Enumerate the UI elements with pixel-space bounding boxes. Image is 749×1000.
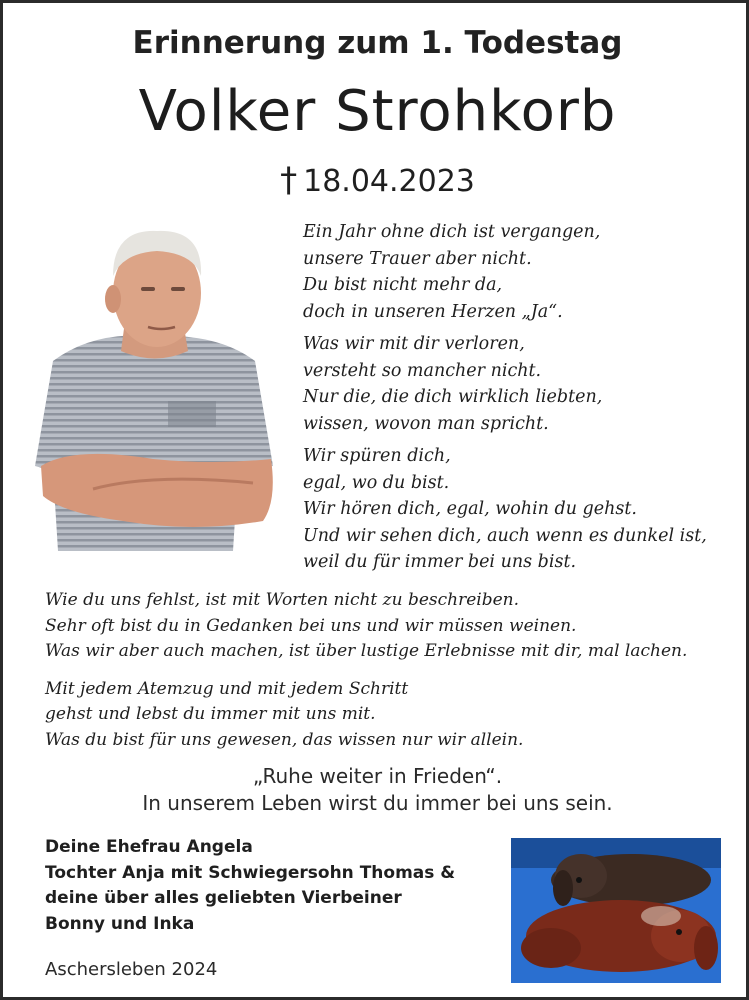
page-title: Erinnerung zum 1. Todestag [132,25,623,61]
memorial-line: Was wir aber auch machen, ist über lustige Erlebnisse mit dir, mal lachen. [45,641,688,661]
poem-line: Was wir mit dir verloren, [303,334,525,354]
memorial-line: Sehr oft bist du in Gedanken bei uns und wir müssen weinen. [45,615,577,636]
farewell-line: „Ruhe weiter in Frieden“. [252,764,503,788]
poem-line: Und wir sehen dich, auch wenn es dunkel ist, [303,525,707,546]
family-line: deine über alles geliebten Vierbeiner [45,888,402,908]
family-line: Tochter Anja mit Schwiegersohn Thomas & [45,862,456,883]
memorial-paragraph [45,588,725,665]
dogs-photo [511,838,721,983]
poem-line: doch in unseren Herzen „Ja“. [303,301,563,322]
poem-line: Ein Jahr ohne dich ist vergangen, [303,222,601,242]
poem-line: Du bist nicht mehr da, [303,275,503,295]
family-line: Deine Ehefrau Angela [45,837,253,857]
poem-line: wissen, wovon man spricht. [303,413,549,434]
poem-line: egal, wo du bist. [303,472,450,493]
memorial-line: Was du bist für uns gewesen, das wissen nur wir allein. [45,729,524,750]
poem-line: Wir spüren dich, [303,446,451,466]
poem-line: Nur die, die dich wirklich liebten, [303,387,603,407]
cross-icon: † [280,160,298,200]
memorial-line: Mit jedem Atemzug und mit jedem Schritt [45,678,409,699]
deceased-name: Volker Strohkorb [138,79,617,144]
poem-line: Wir hören dich, egal, wohin du gehst. [303,499,637,519]
family-line: Bonny und Inka [45,913,195,934]
family-signature [45,835,485,937]
death-date: 18.04.2023 [303,164,475,199]
memorial-line: Wie du uns fehlst, ist mit Worten nicht zu beschreiben. [45,590,520,610]
poem-stanza [303,443,733,576]
place-year: Aschersleben 2024 [45,959,218,980]
memorial-text [45,588,725,765]
farewell-quote [3,763,749,817]
poem-line: versteht so mancher nicht. [303,360,542,381]
portrait-photo [33,221,278,553]
farewell-line: In unserem Leben wirst du immer bei uns sein. [142,791,613,815]
poem [303,219,733,582]
memorial-line: gehst und lebst du immer mit uns mit. [45,704,376,724]
poem-line: weil du für immer bei uns bist. [303,552,577,572]
poem-line: unsere Trauer aber nicht. [303,248,532,269]
death-date-line [3,160,749,200]
poem-stanza [303,331,733,437]
poem-stanza [303,219,733,325]
memorial-paragraph [45,677,725,754]
